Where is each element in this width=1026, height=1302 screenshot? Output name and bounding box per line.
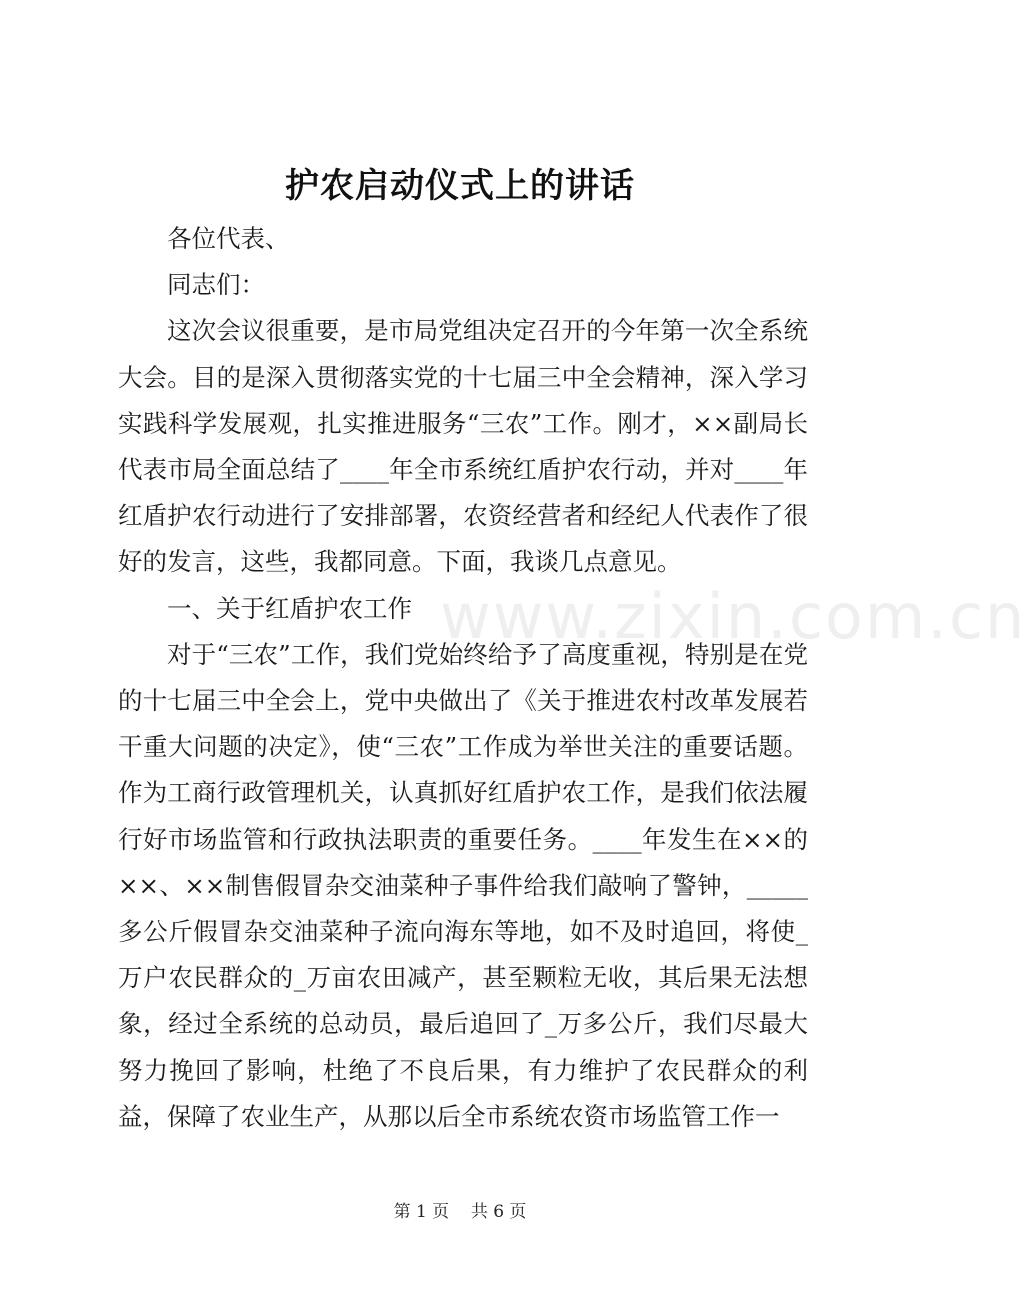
page-number-total: 共 6 页 [470, 1202, 527, 1222]
salutation-line-1: 各位代表、 [167, 224, 290, 253]
document-body [118, 216, 808, 1140]
paragraph-section-1: 对于“三农”工作，我们党始终给予了高度重视，特别是在党的十七届三中全会上，党中央做出了《关于推进农村改革发展若干重大问题的决定》，使“三农”工作成为举世关注的重要话题。作为工商行政管理机关，认真抓好红盾护农工作，是我们依法履行好市场监管和行政执法职责的重要任务。____年发生在××的××、××制售假冒杂交油菜种子事件给我们敲响了警钟，_____多公斤假冒杂交油菜种子流向海东等地，如不及时追回，将使_万户农民群众的_万亩农田减产，甚至颗粒无收，其后果无法想象，经过全系统的总动员，最后追回了_万多公斤，我们尽最大努力挽回了影响，杜绝了不良后果，有力维护了农民群众的利益，保障了农业生产，从那以后全市系统农资市场监管工作一 [118, 639, 808, 1131]
paragraph-intro: 这次会议很重要，是市局党组决定召开的今年第一次全系统大会。目的是深入贯彻落实党的十七届三中全会精神，深入学习实践科学发展观，扎实推进服务“三农”工作。刚才，××副局长代表市局全面总结了____年全市系统红盾护农行动，并对____年红盾护农行动进行了安排部署，农资经营者和经纪人代表作了很好的发言，这些，我都同意。下面，我谈几点意见。 [118, 316, 808, 577]
page-number-current: 第 1 页 [393, 1202, 450, 1222]
watermark: www.zixin.com.cn [440, 580, 1026, 653]
salutation-line-2: 同志们： [167, 270, 265, 300]
section-heading-1: 一、关于红盾护农工作 [167, 593, 412, 623]
document-title: 护农启动仪式上的讲话 [285, 166, 635, 206]
page-number-separator [455, 1200, 466, 1224]
page-footer [0, 1200, 920, 1224]
